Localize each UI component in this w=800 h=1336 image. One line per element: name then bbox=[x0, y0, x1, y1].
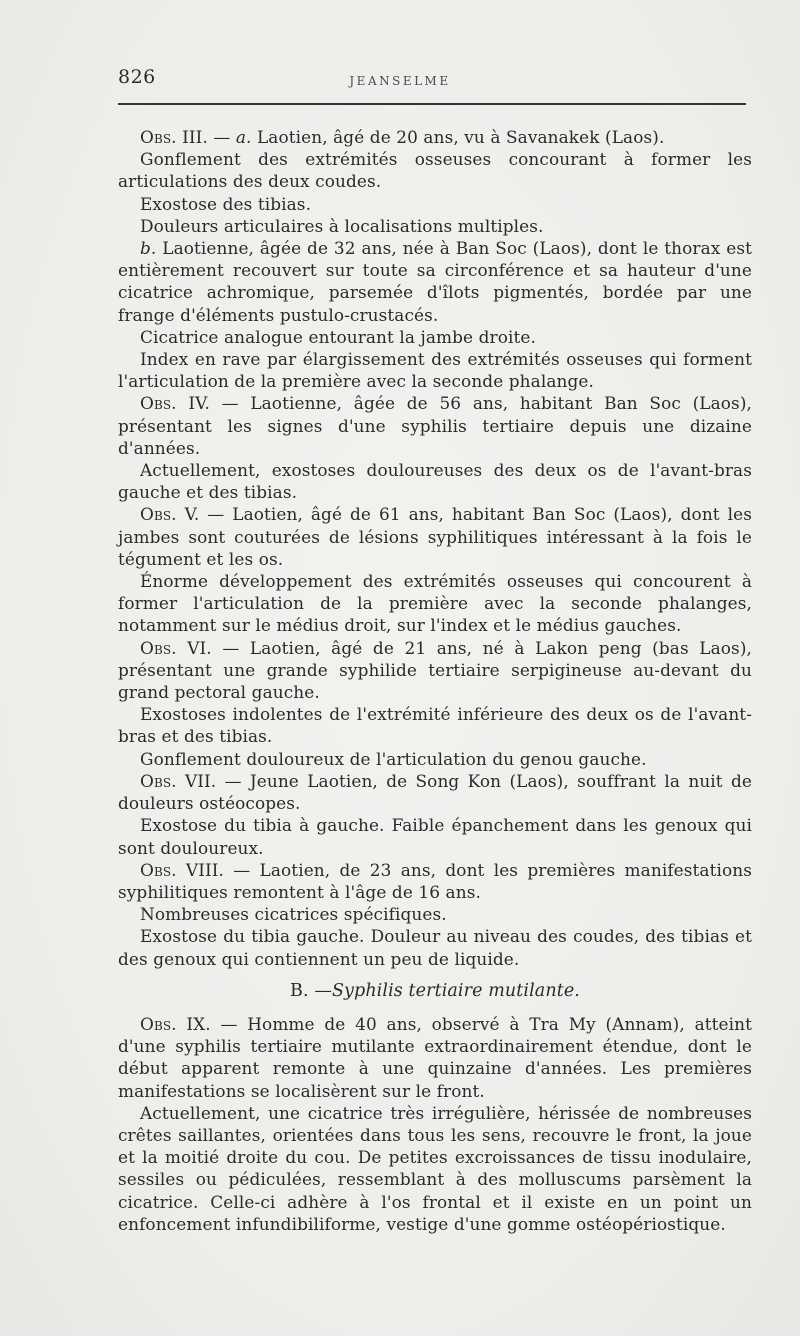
paragraph: Exostose du tibia à gauche. Faible épanchement dans les genoux qui sont douloureux. bbox=[118, 815, 752, 858]
obs8-paragraph bbox=[118, 859, 752, 903]
paragraph: Exostose du tibia gauche. Douleur au niveau des coudes, des tibias et des genoux qui contiennent un peu de liquide. bbox=[118, 926, 752, 969]
paragraph: Actuellement, une cicatrice très irrégulière, hérissée de nombreuses crêtes saillantes, orientées dans tous les sens, recouvre le front, la joue et la moitié droite du cou. De petites excroissances de tissu inodulaire, sessiles ou pédiculées, ressemblant à des molluscums parsèment la cicatrice. Celle-ci adhère à l'os frontal et il existe en un point un enfoncement infundibiliforme, vestige d'une gomme ostéopériostique. bbox=[118, 1102, 752, 1234]
obs7-paragraph bbox=[118, 770, 752, 814]
paragraph: Exostoses indolentes de l'extrémité inférieure des deux os de l'avant-bras et des tibias. bbox=[118, 704, 752, 747]
obs3-a-paragraph: Obs. III. — a. Laotien, âgé de 20 ans, vu à Savanakek (Laos). bbox=[140, 127, 665, 147]
obs4-paragraph bbox=[118, 392, 752, 459]
paragraph: Cicatrice analogue entourant la jambe droite. bbox=[140, 326, 536, 347]
obs9-paragraph bbox=[118, 1013, 752, 1102]
obs3-b-paragraph bbox=[118, 237, 752, 326]
paragraph-text: Laotienne, âgée de 32 ans, née à Ban Soc (Laos), dont le thorax est entièrement recouvert sur toute sa circonférence et sa hauteur d'une cicatrice achromique, parsemée d'îlots pigmentés, bordée par une frange d'éléments pustulo-crustacés. bbox=[118, 238, 752, 325]
sub-letter: b. bbox=[140, 238, 157, 259]
paragraph-text: — Jeune Laotien, de Song Kon (Laos), souffrant la nuit de douleurs ostéocopes. bbox=[118, 770, 752, 814]
paragraph-text: — Laotien, âgé de 21 ans, né à Lakon peng (bas Laos), présentant une grande syphilide tertiaire serpigineuse au-devant du grand pectoral gauche. bbox=[118, 637, 752, 703]
paragraph-text: — Laotien, âgé de 61 ans, habitant Ban Soc (Laos), dont les jambes sont couturées de lésions syphilitiques intéressant à la fois le tégument et les os. bbox=[118, 504, 752, 569]
obs6-paragraph bbox=[118, 637, 752, 704]
obs-label: Obs. VI. bbox=[140, 637, 212, 658]
paragraph: Nombreuses cicatrices spécifiques. bbox=[140, 904, 447, 925]
paragraph: Actuellement, exostoses douloureuses des deux os de l'avant-bras gauche et des tibias. bbox=[118, 460, 752, 503]
header-rule bbox=[118, 103, 746, 105]
paragraph: Exostose des tibias. bbox=[140, 193, 312, 214]
section-heading bbox=[118, 980, 752, 1002]
page-number: 826 bbox=[118, 66, 156, 88]
paragraph: Énorme développement des extrémités osseuses qui concourent à former l'articulation de la première avec la seconde phalanges, notamment sur le médius droit, sur l'index et le médius gauches. bbox=[118, 571, 752, 636]
section-letter: B. bbox=[290, 980, 309, 1001]
section-title: Syphilis tertiaire mutilante. bbox=[331, 980, 580, 1001]
obs-label: Obs. III. bbox=[140, 127, 208, 147]
paragraph: Douleurs articulaires à localisations multiples. bbox=[140, 215, 544, 236]
obs5-paragraph bbox=[118, 503, 752, 570]
sub-letter: a. bbox=[235, 127, 252, 147]
running-head: JEANSELME bbox=[349, 74, 451, 88]
obs-label: Obs. IV. bbox=[140, 393, 210, 414]
paragraph: Index en rave par élargissement des extrémités osseuses qui forment l'articulation de la première avec la seconde phalange. bbox=[118, 349, 752, 392]
paragraph-text: — Homme de 40 ans, observé à Tra My (Annam), atteint d'une syphilis tertiaire mutilante extraordinairement étendue, dont le début apparent remonte à une quinzaine d'années. Les premières manifestations se localisèrent sur le front. bbox=[118, 1013, 752, 1101]
obs-label: Obs. IX. bbox=[140, 1013, 211, 1034]
paragraph-text: — Laotien, de 23 ans, dont les premières manifestations syphilitiques remontent à l'âge de 16 ans. bbox=[118, 859, 752, 902]
body-text bbox=[118, 126, 752, 1235]
paragraph: Gonflement des extrémités osseuses concourant à former les articulations des deux coudes. bbox=[118, 149, 752, 192]
paragraph-text: — Laotienne, âgée de 56 ans, habitant Ban Soc (Laos), présentant les signes d'une syphilis tertiaire depuis une dizaine d'années. bbox=[118, 393, 752, 458]
paragraph-text: Laotien, âgé de 20 ans, vu à Savanakek (Laos). bbox=[256, 127, 665, 147]
section-dash: — bbox=[314, 980, 332, 1001]
obs-label: Obs. V. bbox=[140, 504, 200, 525]
obs-label: Obs. VII. bbox=[140, 770, 217, 791]
paragraph: Gonflement douloureux de l'articulation du genou gauche. bbox=[140, 748, 647, 769]
obs-label: Obs. VIII. bbox=[140, 859, 225, 880]
